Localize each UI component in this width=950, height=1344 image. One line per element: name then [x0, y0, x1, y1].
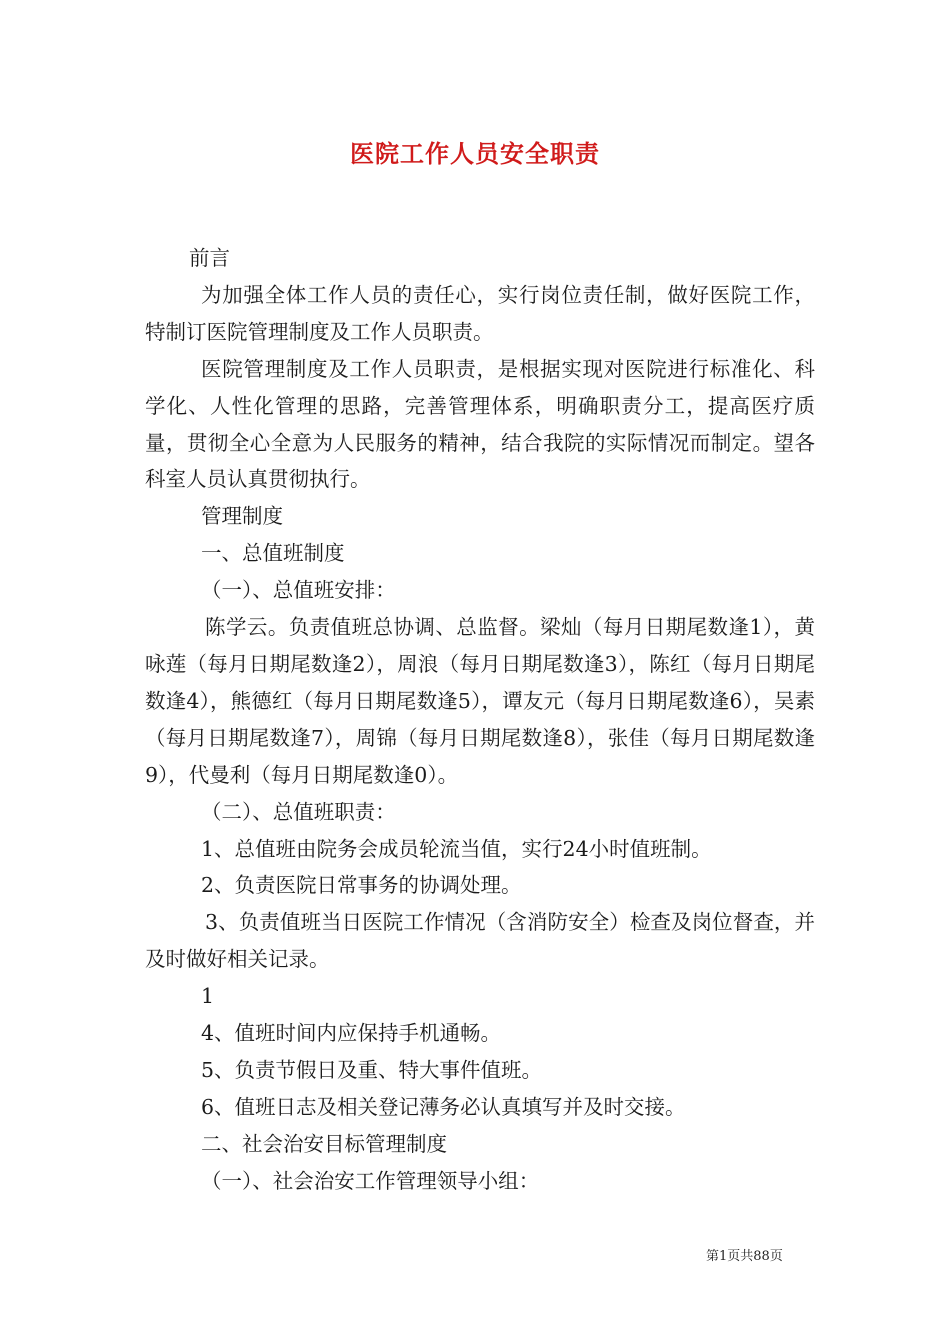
paragraph-subsection-1-heading: （一）、总值班安排：: [201, 578, 396, 603]
paragraph-management-heading: 管理制度: [201, 504, 283, 529]
paragraph-duty-roster: 陈学云。负责值班总协调、总监督。梁灿（每月日期尾数逢1），黄咏莲（每月日期尾数逢2），周浪（每月日期尾数逢3），陈红（每月日期尾数逢4），熊德红（每月日期尾数逢5），谭友元（每月日期尾数逢6），吴素（每月日期尾数逢7），周锦（每月日期尾数逢8），张佳（每月日期尾数逢9），代曼利（每月日期尾数逢0）。: [145, 615, 815, 787]
paragraph-duty-item-5: 5、负责节假日及重、特大事件值班。: [201, 1057, 543, 1082]
document-body: [145, 240, 815, 1200]
paragraph-preface-1: 为加强全体工作人员的责任心，实行岗位责任制，做好医院工作，特制订医院管理制度及工作人员职责。: [145, 282, 815, 344]
paragraph-duty-item-4: 4、值班时间内应保持手机通畅。: [201, 1021, 502, 1046]
paragraph-section-2-heading: 二、社会治安目标管理制度: [201, 1131, 447, 1156]
paragraph-subsection-2-heading: （二）、总值班职责：: [201, 799, 396, 824]
paragraph-duty-item-3: 3、负责值班当日医院工作情况（含消防安全）检查及岗位督查，并及时做好相关记录。: [145, 910, 815, 972]
paragraph-section-1-heading: 一、总值班制度: [201, 541, 345, 566]
paragraph-duty-item-1: 1、总值班由院务会成员轮流当值，实行24小时值班制。: [201, 836, 712, 861]
page-footer: 第1页共88页: [706, 1249, 783, 1264]
document-title: 医院工作人员安全职责: [350, 139, 600, 168]
paragraph-duty-item-2: 2、负责医院日常事务的协调处理。: [201, 873, 522, 898]
paragraph-section-2-subsection-1: （一）、社会治安工作管理领导小组：: [201, 1168, 540, 1193]
paragraph-preface-heading: 前言: [189, 246, 230, 270]
paragraph-preface-2: 医院管理制度及工作人员职责，是根据实现对医院进行标准化、科学化、人性化管理的思路，完善管理体系，明确职责分工，提高医疗质量，贯彻全心全意为人民服务的精神，结合我院的实际情况而制定。望各科室人员认真贯彻执行。: [145, 356, 815, 492]
paragraph-duty-item-6: 6、值班日志及相关登记薄务必认真填写并及时交接。: [201, 1094, 686, 1119]
paragraph-inline-page-number: 1: [201, 984, 215, 1009]
